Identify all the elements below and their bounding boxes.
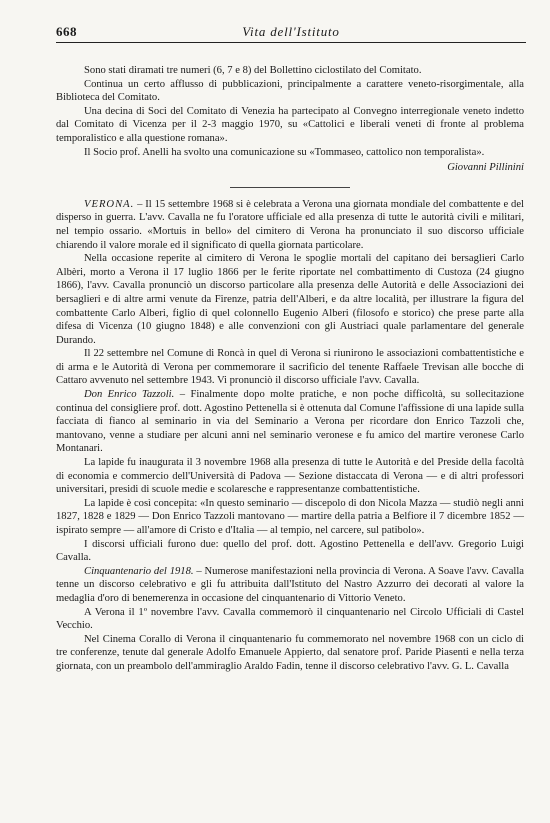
- running-title: Vita dell'Istituto: [242, 24, 340, 39]
- paragraph: Nella occasione reperite al cimitero di Verona le spoglie mortali del capitano dei bersaglieri Carlo Albèri, morto a Verona il 17 luglio 1866 per le ferite riportate nel combattimento di Custoza (24 giugno 1866), l'avv. Cavalla pronunciò un discorso particolare alla presenza delle Autorità e delle Associazioni dei bersaglieri e di altre armi venute da Firenze, patria dell'Alberi, e da altre località, per illustrare la figura del combattente Carlo Alberi, figlio di quel colonnello Eugenio Alberi (filosofo e storico) che prese parte alla difesa di Vicenza (10 giugno 1848) e alle convenzioni con gli Austriaci quale parlamentare del generale Durando.: [56, 253, 524, 346]
- paragraph-text: – Il 15 settembre 1968 si è celebrata a Verona una giornata mondiale del combattente e del disperso in guerra. L'avv. Cavalla ne fu l'oratore ufficiale ed alla presenza di tutte le autorità civili e militari, nel tempio ossario. «Mortuis in bello» del cimitero di Verona ha pronunciato il suo discorso ufficiale chiarendo il valore morale ed il significato di quella giornata particolare.: [56, 198, 524, 251]
- paragraph: [56, 388, 524, 456]
- page-number: 668: [56, 24, 77, 39]
- paragraph: Continua un certo afflusso di pubblicazioni, principalmente a carattere veneto-risorgimentale, alla Biblioteca del Comitato.: [56, 78, 524, 104]
- article-body: [56, 64, 524, 674]
- paragraph-text: – Numerose manifestazioni nella provincia di Verona. A Soave l'avv. Cavalla tenne un discorso celebrativo e gli fu attribuita dall'Istituto del Nastro Azzurro dei decorati al valore la medaglia d'oro di benemerenza in occasione del cinquantenario di Vittorio Veneto.: [56, 565, 524, 604]
- paragraph: Il Socio prof. Anelli ha svolto una comunicazione su «Tommaseo, cattolico non temporalista».: [84, 146, 485, 158]
- section-lead: VERONA.: [84, 198, 135, 210]
- paragraph: Sono stati diramati tre numeri (6, 7 e 8) del Bollettino ciclostilato del Comitato.: [84, 65, 422, 76]
- paragraph: La lapide fu inaugurata il 3 novembre 1968 alla presenza di tutte le Autorità e del Preside della facoltà di economia e commercio dell'Università di Padova — Sezione distaccata di Verona — e di altri professori universitari, presidi di scuole medie e scolaresche e rappresentanze combattentistiche.: [56, 457, 524, 496]
- paragraph: [56, 198, 524, 252]
- section-lead: Cinquantenario del 1918.: [84, 565, 194, 577]
- paragraph-text: – Finalmente dopo molte pratiche, e non poche difficoltà, su sollecitazione continua del consigliere prof. dott. Agostino Pettenella si è ottenuta dal Comune l'affissione di una lapide sulla facciata di fianco al seminario in via del Seminario a Verona per ricordare don Enrico Tazzoli che, mantovano, venne a studiare per alcuni anni nel seminario veronese e fu amico del martire veronese Carlo Montanari.: [56, 389, 525, 455]
- section-lead: Don Enrico Tazzoli.: [84, 389, 175, 401]
- paragraph: La lapide è così concepita: «In questo seminario — discepolo di don Nicola Mazza — studiò negli anni 1827, 1828 e 1829 — Don Enrico Tazzoli mantovano — martire della patria a Belfiore il 7 dicembre 1852 — ispirato sempre — all'amore di Cristo e d'Italia — al tempio, nel carcere, sul patibolo».: [56, 497, 524, 536]
- section-divider: [230, 187, 350, 188]
- running-header: [56, 24, 526, 43]
- author-signature: Giovanni Pillinini: [447, 162, 524, 174]
- paragraph: I discorsi ufficiali furono due: quello del prof. dott. Agostino Pettenella e dell'avv. Gregorio Luigi Cavalla.: [56, 538, 524, 564]
- paragraph: [56, 565, 524, 606]
- paragraph: Il 22 settembre nel Comune di Roncà in quel di Verona si riunirono le associazioni combattentistiche e di arma e le Autorità di Verona per commemorare il sacrificio del tenente Raffaele Trevisan alle bocche di Cattaro avvenuto nel settembre 1943. Vi pronunciò il discorso ufficiale l'avv. Cavalla.: [56, 348, 524, 387]
- paragraph: Una decina di Soci del Comitato di Venezia ha partecipato al Convegno interregionale veneto indetto dal Comitato di Vicenza per il 2-3 maggio 1970, su «Cattolici e liberali veneti di fronte al problema temporalistico e alla questione romana».: [56, 105, 524, 144]
- paragraph: Nel Cinema Corallo di Verona il cinquantenario fu commemorato nel novembre 1968 con un ciclo di tre conferenze, tenute dal generale Adolfo Emanuele Appierto, dal senatore prof. Paride Piasenti e nella terza giornata, con un preambolo dell'ammiraglio Araldo Fadin, tenne il discorso celebrativo l'avv. G. L. Cavalla: [56, 633, 524, 672]
- paragraph: A Verona il 1º novembre l'avv. Cavalla commemorò il cinquantenario nel Circolo Ufficiali di Castel Vecchio.: [56, 606, 524, 632]
